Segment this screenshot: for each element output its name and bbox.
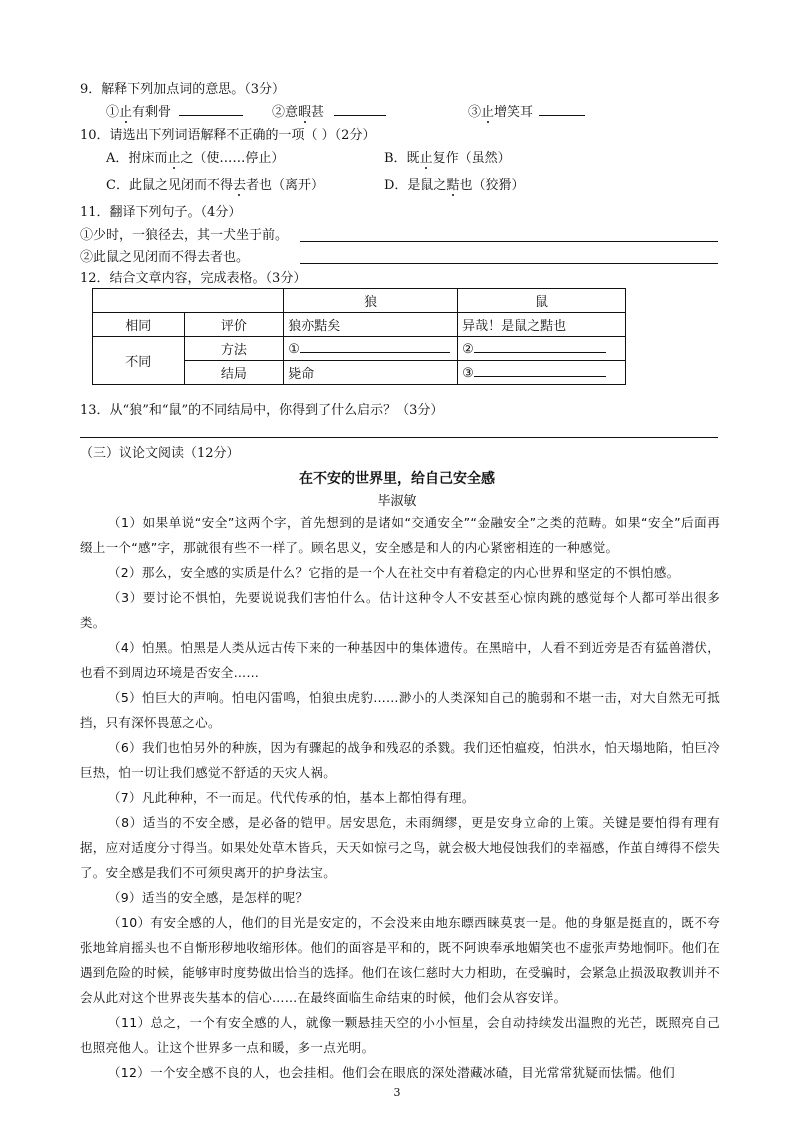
row-result: 结局 (184, 361, 284, 385)
paragraph-11: （11）总之，一个有安全感的人，就像一颗悬挂天空的小小恒星，会自动持续发出温煦的光芒，既照亮自己也照亮他人。让这个世界多一点和暖，多一点光明。 (80, 1015, 720, 1055)
wolf-method-cell[interactable]: ① (284, 337, 458, 361)
paragraph-5: （5）怕巨大的声响。怕电闪雷鸣，怕狼虫虎豹……渺小的人类深知自己的脆弱和不堪一击，对大自然无可抵挡，只有深怀畏葸之心。 (80, 690, 720, 730)
paragraph-7: （7）凡此种种，不一而足。代代传承的怕，基本上都怕得有理。 (108, 790, 475, 805)
mouse-eval: 异哉！是鼠之黠也 (458, 313, 626, 337)
q11-prompt: 11．翻译下列句子。（4分） (80, 205, 242, 220)
page-number: 3 (393, 1086, 401, 1099)
q12-table (92, 288, 626, 385)
q9-prompt: 9．解释下列加点词的意思。（3分） (80, 82, 286, 97)
paragraph-12: （12）一个安全感不良的人，也会挂相。他们会在眼底的深处潜藏冰碴，目光常常犹疑而怯懦。他们 (108, 1065, 675, 1080)
wolf-result: 毙命 (284, 361, 458, 385)
q10-option-b[interactable]: B．既止复作（虽然） (384, 151, 511, 166)
paragraph-6: （6）我们也怕另外的种族，因为有骤起的战争和残忍的杀戮。我们还怕瘟疫，怕洪水，怕天塌地陷，怕巨冷巨热，怕一切让我们感觉不舒适的天灾人祸。 (80, 740, 720, 780)
q11-sentence-2: ②此鼠之见闭而不得去者也。 (80, 250, 250, 265)
paragraph-9: （9）适当的安全感，是怎样的呢？ (108, 890, 309, 905)
q9-item-2: ②意暇甚 (272, 103, 386, 122)
row-method: 方法 (184, 337, 284, 361)
paragraph-2: （2）那么，安全感的实质是什么？它指的是一个人在社交中有着稳定的内心世界和坚定的不惧怕感。 (108, 565, 680, 580)
q10-option-c[interactable]: C．此鼠之见闭而不得去者也（离开） (106, 178, 324, 193)
paragraph-3: （3）要讨论不惧怕，先要说说我们害怕什么。估计这种令人不安甚至心惊肉跳的感觉每个人都可举出很多类。 (80, 590, 720, 630)
row-same: 相同 (93, 313, 185, 337)
header-mouse: 鼠 (458, 289, 626, 313)
q11-answer-line-1[interactable] (300, 241, 718, 242)
paragraph-1: （1）如果单说“安全”这两个字，首先想到的是诸如“交通安全”“金融安全”之类的范畴。如果“安全”后面再缀上一个“感”字，那就很有些不一样了。顾名思义，安全感是和人的内心紧密相连的一种感觉。 (80, 515, 720, 555)
q9-answer-2[interactable] (334, 103, 386, 116)
mouse-result-cell[interactable]: ③ (458, 361, 626, 385)
article-title: 在不安的世界里，给自己安全感 (299, 471, 495, 487)
q9-item-1: ①止有剩骨 (106, 103, 243, 122)
article-author: 毕淑敏 (377, 494, 417, 509)
mouse-method-cell[interactable]: ② (458, 337, 626, 361)
paragraph-4: （4）怕黑。怕黑是人类从远古传下来的一种基因中的集体遗传。在黑暗中，人看不到近旁是否有猛兽潜伏，也看不到周边环境是否安全…… (80, 640, 720, 680)
q9-answer-3[interactable] (539, 103, 585, 116)
q13-prompt: 13．从“狼”和“鼠”的不同结局中，你得到了什么启示？（3分） (80, 403, 444, 418)
q11-sentence-1: ①少时，一狼径去，其一犬坐于前。 (80, 228, 289, 243)
wolf-eval: 狼亦黠矣 (284, 313, 458, 337)
section-heading: （三）议论文阅读（12分） (80, 446, 240, 461)
q9-item-3: ③止增笑耳 (468, 103, 585, 122)
q9-answer-1[interactable] (179, 103, 243, 116)
q10-prompt: 10．请选出下列词语解释不正确的一项（ ）（2分） (80, 128, 376, 143)
table-corner (93, 289, 284, 313)
q11-answer-line-2[interactable] (300, 263, 718, 264)
q10-option-a[interactable]: A．拊床而止之（使……停止） (106, 151, 285, 166)
header-wolf: 狼 (284, 289, 458, 313)
q13-answer-line[interactable] (80, 437, 718, 438)
q10-option-d[interactable]: D．是鼠之黠也（狡猾） (384, 178, 525, 193)
q12-prompt: 12．结合文章内容，完成表格。（3分） (80, 271, 307, 286)
paragraph-10: （10）有安全感的人，他们的目光是安定的，不会没来由地东瞟西睐莫衷一是。他的身躯是挺直的，既不夸张地耸肩摇头也不自惭形秽地收缩形体。他们的面容是平和的，既不阿谀奉承地媚笑也不虚张声势地恫吓。他们在遇到危险的时候，能够审时度势做出恰当的选择。他们在该仁慈时大力相助，在受骗时，会紧急止损汲取教训并不会从此对这个世界丧失基本的信心……在最终面临生命结束的时候，他们会从容安详。 (80, 915, 721, 1005)
row-diff: 不同 (93, 337, 185, 385)
paragraph-8: （8）适当的不安全感，是必备的铠甲。居安思危，未雨绸缪，更是安身立命的上策。关键是要怕得有理有据，应对适度分寸得当。如果处处草木皆兵，天天如惊弓之鸟，就会极大地侵蚀我们的幸福感，作茧自缚得不偿失了。安全感是我们不可须臾离开的护身法宝。 (80, 815, 721, 880)
row-eval: 评价 (184, 313, 284, 337)
